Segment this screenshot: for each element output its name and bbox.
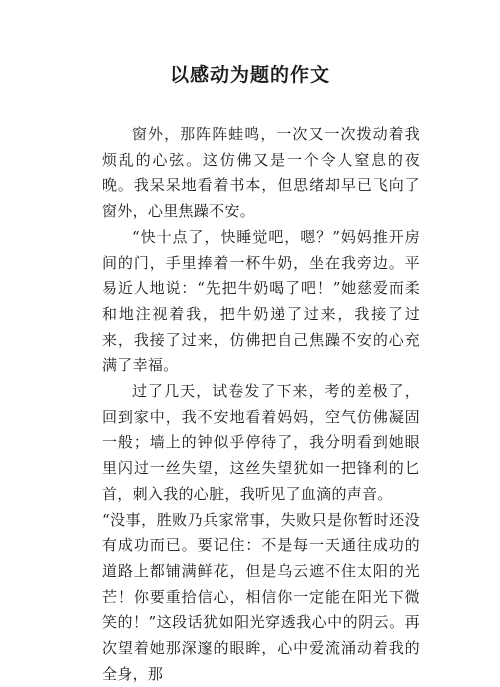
paragraph-3: 过了几天，试卷发了下来，考的差极了，回到家中，我不安地看着妈妈，空气仿佛凝固一般；墙上的钟似乎停待了，我分明看到她眼里闪过一丝失望，这丝失望犹如一把锋利的匕首，刺入我的心脏，我听见了血滴的声音。 (102, 382, 420, 503)
document-body (102, 122, 420, 687)
paragraph-1: 窗外，那阵阵蛙鸣，一次又一次拨动着我烦乱的心弦。这仿佛又是一个令人窒息的夜晚。我呆呆地看着书本，但思绪却早已飞向了窗外，心里焦躁不安。 (102, 125, 420, 221)
document-title: 以感动为题的作文 (169, 64, 330, 86)
paragraph-4: “没事，胜败乃兵家常事，失败只是你暂时还没有成功而已。要记住：不是每一天通往成功的道路上都铺满鲜花，但是乌云遮不住太阳的光芒！你要重拾信心，相信你一定能在阳光下微笑的！”这段话犹如阳光穿透我心中的阴云。再次望着她那深邃的眼眸，心中爱流涌动着我的全身，那 (102, 510, 420, 683)
paragraph-2: “快十点了，快睡觉吧，嗯？”妈妈推开房间的门，手里捧着一杯牛奶，坐在我旁边。平易近人地说：“先把牛奶喝了吧！”她慈爱而柔和地注视着我，把牛奶递了过来，我接了过来，我接了过来，仿佛把自己焦躁不安的心充满了幸福。 (102, 227, 420, 375)
